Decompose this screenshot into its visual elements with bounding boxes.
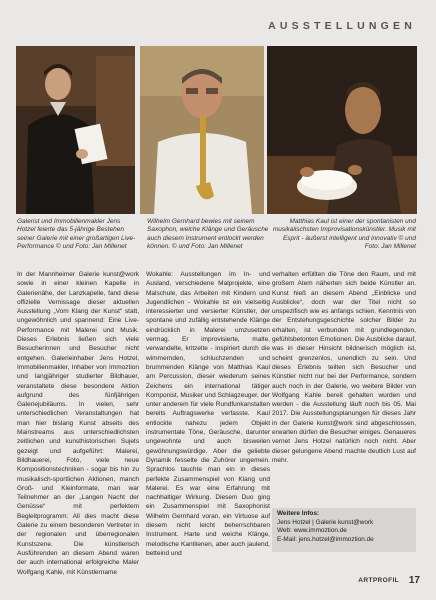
info-email-link[interactable]: E-Mail: jens.hotzel@immoztion.de: [277, 535, 374, 543]
magazine-brand: ARTPROFIL: [358, 577, 400, 585]
page-footer: [300, 575, 420, 586]
info-box: [272, 508, 416, 552]
photo-percussionist: [267, 46, 417, 214]
caption-gallerist: Galerist und Immobilienmakler Jens Hotzel feierte das 5-jährige Bestehen seiner Galerie mit einer großartigen Live-Performance © und Foto: Jan Millenet: [17, 218, 136, 250]
caption-saxophonist: Wilhelm Gernhard bewies mit seinem Saxophon, welche Klänge und Geräusche auch diesem Instrument entlockt werden können. © und Foto: Jan Millenet: [147, 218, 269, 250]
info-web-link[interactable]: Web: www.immoztion.de: [277, 527, 347, 535]
page-number: 17: [408, 575, 420, 586]
photo-saxophonist: [140, 46, 264, 214]
info-gallery: Jens Hotzel | Galerie kunst@work: [277, 518, 374, 526]
caption-percussionist: Matthias Kaul ist einer der spontanisten und musikalischsten Improvisationskünstler. Musik mit Esprit - äußerst intelligent und innovativ © und Foto: Jan Millenet: [272, 218, 416, 250]
article-column-1: In der Mannheimer Galerie kunst@work sowie in einer kleinen Kapelle in Galerienähe, der Lanzkapelle, fand diese offizielle Vernissage dieser aktuellen Ausstellung „Vom Klang der Kunst“ statt, ungewöhnlich und spannend: Eine Live-Performance mit Malerei und Musik. Dieses Erlebnis ließen sich viele Besucherinnen und Besucher nicht entgehen. Galerieinhaber Jens Hotzel, Immobilienmakler, Inhaber von Immoztion und langjähriger studierter Bildhauer, veranstaltete diese besondere Aktion aufgrund des fünfjährigen Galeriejubiläums. In vielen, sehr unterschiedlichen Veranstaltungen hat man hier bislang Kunst abseits des Mainstreams aus unterschiedlichsten zeitlichen und kunsthistorischen Sujets gezeigt und aufgeführt: Malerei, Bildhauerei, Foto, viele neue Kompositionstechniken - sogar bis hin zu musikalisch-sportlichen Aktionen, manch Groß- und Kleinformate, man war Teilnehmer an der „Langen Nacht der Genüsse“ mit perfektem Begleitprogramm: All dies macht diese Galerie zu einem besonderen Vertreter in der regionalen und überregionalen Kunstszene. Die künstlerisch Ausführenden an diesem Abend waren der auch international erfolgreiche Maler Wolfgang Kahle, mit Künstlername: [17, 271, 139, 576]
section-header: AUSSTELLUNGEN: [268, 20, 416, 32]
photo-gallerist: [16, 46, 135, 214]
info-title: Weitere Infos:: [277, 510, 320, 517]
article-column-2: Wokahle: Ausstellungen im In- und Ausland, verschiedene Malprojekte, eine Malschule, das Arbeiten mit Kindern und Jugendlichen - Wokahle ist ein vielseitig interessierter und versierter Künstler, der spontane und zufällig entstehende Klänge eindrücklich in Malerei umzusetzen vermag. Er improvisierte, malte, verwandelte, kritzelte - inspiriert durch die wimmernden, schluchzenden und brummenden Klänge von Matthias Kaul am Percussion, dieser wiederum seines Zeichens ein international tätiger Komponist, Musiker und Schlagzeuger, der unter anderem für viele Rundfunkanstalten bereits Auftragswerke verfasste. Kaul entlockte nahezu jedem Objekt instrumentale Töne, Geräusche, darunter ungewohnte und auch bisweilen gewöhnungswürdige. Aber die geliebte Dynamik fesselte die Zuhörer ungemein. Sprachlos tauchte man ein in dieses perfekte Zusammenspiel von Klang und Malerei. Es war eine Erfahrung mit nachhaltiger Wirkung. Diesem Duo ging ein Zusammenspiel mit Saxophonist Wilhelm Gernhard voran, ein Virtuose auf diesem nicht leicht beherrschbaren Instrument. Harte und weiche Klänge, melodische Kantilenen, aber auch jaulend, betteind und: [146, 271, 270, 557]
article-column-3: verhalten erfüllten die Töne den Raum, und mit großem Atem näherten sich beide Künstler an. Kunst hieß an diesem Abend „Einblicke und Ausblicke“, doch war der Titel nicht so unspezifisch wie es anfangs schien. Kenntnis von der Entstehungsgeschichte solcher Bilder zu erhalten, ist verbunden mit grundlegenden, gefühlsbetonten Emotionen. Die Ausblicke darauf, was in dieser Hinsicht bildnerisch möglich ist, scheint grenzenlos, unendlich zu sein. Und dieses Erlebnis teilten sich Besucher und Künstler nicht nur bei der Performance, sondern auch noch in der Galerie, wo weitere Bilder von Wolfgang Kahle bereit gehalten wurden und werden - die Ausstellung läuft noch bis 05. Mai 2017. Die Ausstellungsplanungen für dieses Jahr in der Galerie kunst@work sind abgeschlossen, erwarten dürfen die Besucher einiges. Genaueres vernet Jens Hotzel natürlich noch nicht. Aber dieser gelungene Abend machte deutlich Lust auf mehr.: [272, 271, 416, 464]
